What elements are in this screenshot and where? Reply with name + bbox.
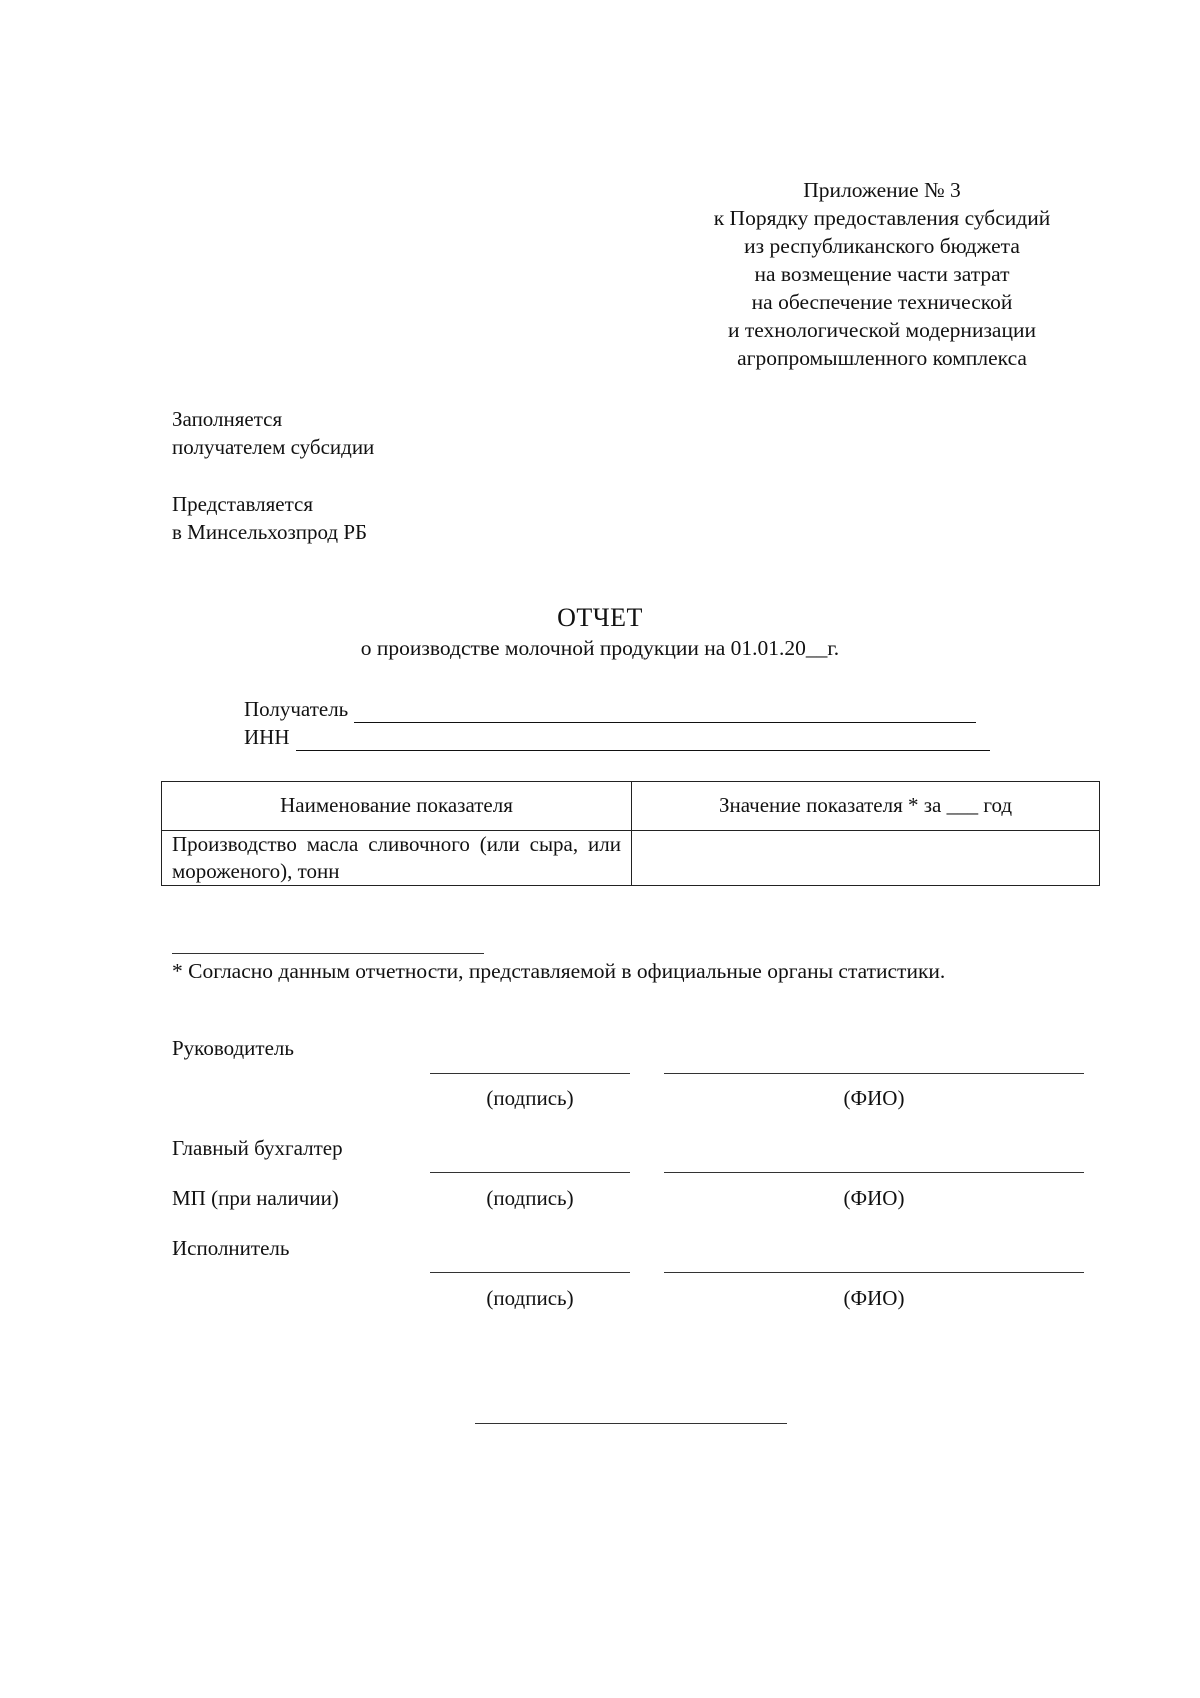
indicator-table bbox=[161, 781, 1100, 886]
recipient-blank-line[interactable] bbox=[354, 700, 976, 723]
head-signature-line[interactable] bbox=[430, 1073, 630, 1074]
chief-accountant-signature-line[interactable] bbox=[430, 1172, 630, 1173]
footnote-separator bbox=[172, 953, 484, 954]
chief-accountant-label: Главный бухгалтер bbox=[172, 1136, 343, 1160]
report-subtitle: о производстве молочной продукции на 01.01.20__г. bbox=[360, 636, 840, 660]
filled-by-note bbox=[172, 405, 374, 461]
recipient-label: Получатель bbox=[244, 697, 349, 721]
chief-accountant-name-caption: (ФИО) bbox=[843, 1186, 905, 1210]
chief-accountant-name-line[interactable] bbox=[664, 1172, 1084, 1173]
header-indicator-value: Значение показателя * за ___ год bbox=[632, 782, 1100, 831]
table-header-row bbox=[162, 782, 1100, 831]
filled-by-line: получателем субсидии bbox=[172, 435, 375, 459]
footnote: * Согласно данным отчетности, представляемой в официальные органы статистики. bbox=[172, 959, 946, 983]
head-name-caption: (ФИО) bbox=[843, 1086, 905, 1110]
header-indicator-name: Наименование показателя bbox=[162, 782, 632, 831]
filled-by-line: Заполняется bbox=[172, 407, 283, 431]
appendix-line: на обеспечение технической bbox=[751, 290, 1013, 314]
submitted-to-line: в Минсельхозпрод РБ bbox=[172, 520, 368, 544]
submitted-to-line: Представляется bbox=[172, 492, 313, 516]
inn-blank-line[interactable] bbox=[296, 728, 990, 751]
recipient-field-row bbox=[244, 696, 976, 723]
appendix-line: Приложение № 3 bbox=[803, 178, 961, 202]
stamp-label: МП (при наличии) bbox=[172, 1186, 339, 1210]
appendix-header bbox=[650, 176, 1114, 372]
executor-label: Исполнитель bbox=[172, 1236, 290, 1260]
appendix-line: к Порядку предоставления субсидий bbox=[713, 206, 1051, 230]
table-row bbox=[162, 831, 1100, 886]
head-label: Руководитель bbox=[172, 1036, 294, 1060]
head-signature-caption: (подпись) bbox=[486, 1086, 574, 1110]
chief-accountant-signature-caption: (подпись) bbox=[486, 1186, 574, 1210]
indicator-value-cell[interactable] bbox=[632, 831, 1100, 886]
appendix-line: и технологической модернизации bbox=[727, 318, 1036, 342]
submitted-to-note bbox=[172, 490, 367, 546]
executor-name-line[interactable] bbox=[664, 1272, 1084, 1273]
head-name-line[interactable] bbox=[664, 1073, 1084, 1074]
executor-signature-caption: (подпись) bbox=[486, 1286, 574, 1310]
appendix-line: на возмещение части затрат bbox=[754, 262, 1010, 286]
inn-label: ИНН bbox=[244, 725, 290, 749]
closing-rule bbox=[475, 1423, 787, 1424]
inn-field-row bbox=[244, 724, 990, 751]
indicator-name-cell: Производство масла сливочного (или сыра, или мороженого), тонн bbox=[162, 831, 632, 886]
executor-signature-line[interactable] bbox=[430, 1272, 630, 1273]
report-title: ОТЧЕТ bbox=[557, 603, 643, 632]
executor-name-caption: (ФИО) bbox=[843, 1286, 905, 1310]
appendix-line: агропромышленного комплекса bbox=[737, 346, 1027, 370]
appendix-line: из республиканского бюджета bbox=[744, 234, 1020, 258]
